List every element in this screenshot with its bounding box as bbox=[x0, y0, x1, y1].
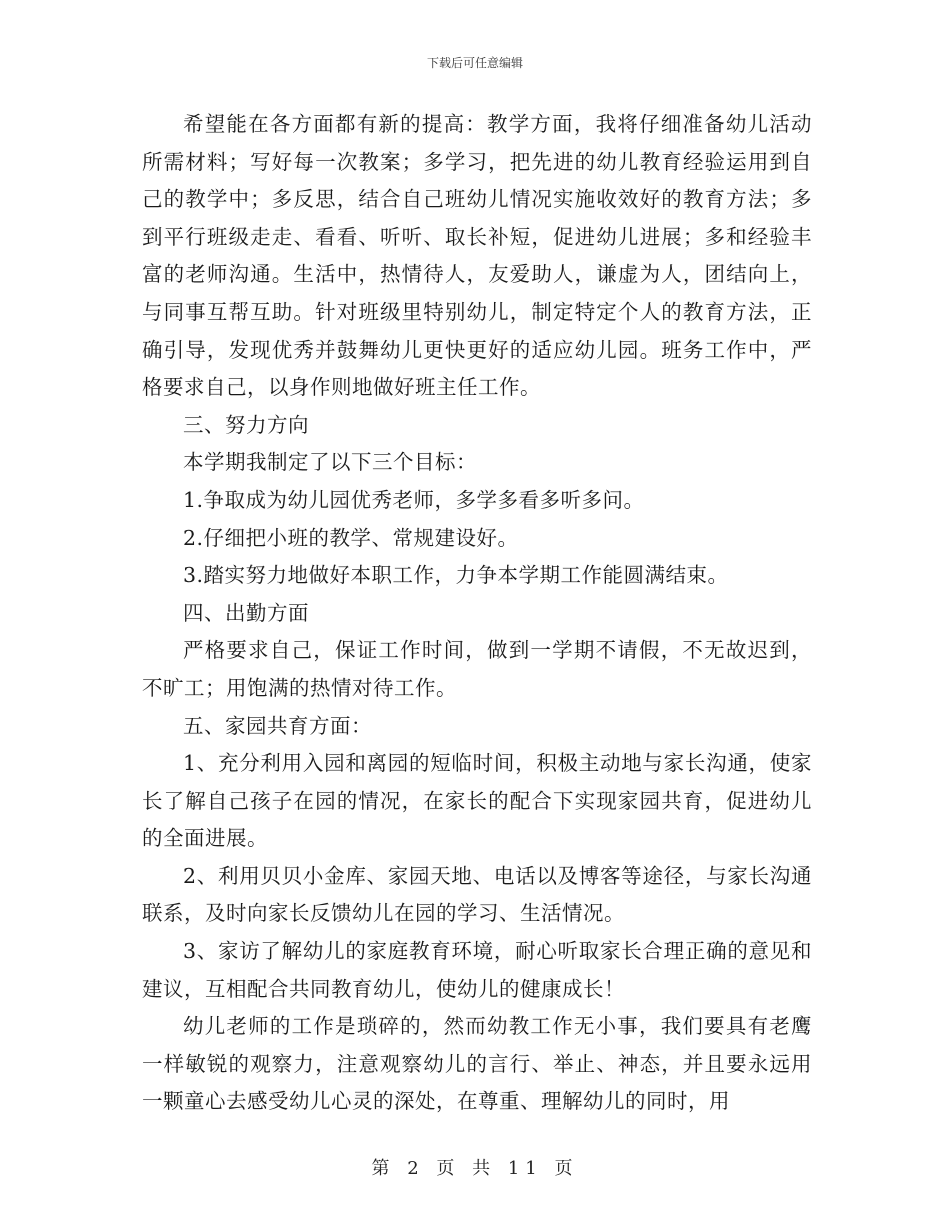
section-heading: 五、家园共育方面： bbox=[183, 713, 372, 738]
paragraph: 希望能在各方面都有新的提高：教学方面，我将仔细准备幼儿活动所需材料；写好每一次教案；多学习，把先进的幼儿教育经验运用到自己的教学中；多反思，结合自己班幼儿情况实施收效好的教育方法；多到平行班级走走、看看、听听、取长补短，促进幼儿进展；多和经验丰富的老师沟通。生活中，热情待人，友爱助人，谦虚为人，团结向上，与同事互帮互助。针对班级里特别幼儿，制定特定个人的教育方法，正确引导，发现优秀并鼓舞幼儿更快更好的适应幼儿园。班务工作中，严格要求自己，以身作则地做好班主任工作。 bbox=[142, 112, 812, 400]
list-item: 3.踏实努力地做好本职工作，力争本学期工作能圆满结束。 bbox=[183, 563, 729, 588]
list-item: 1.争取成为幼儿园优秀老师，多学多看多听多问。 bbox=[183, 487, 645, 512]
page-number: 第 2 页 共 11 页 bbox=[371, 1158, 579, 1179]
section-heading: 四、出勤方面 bbox=[183, 600, 309, 625]
header-note: 下载后可任意编辑 bbox=[426, 56, 523, 70]
paragraph: 本学期我制定了以下三个目标： bbox=[183, 450, 477, 475]
paragraph: 严格要求自己，保证工作时间，做到一学期不请假，不无故迟到，不旷工；用饱满的热情对待工作。 bbox=[142, 638, 812, 700]
list-item: 3、家访了解幼儿的家庭教育环境，耐心听取家长合理正确的意见和建议，互相配合共同教育幼儿，使幼儿的健康成长！ bbox=[142, 939, 812, 1001]
list-item: 1、充分利用入园和离园的短临时间，积极主动地与家长沟通，使家长了解自己孩子在园的情况，在家长的配合下实现家园共育，促进幼儿的全面进展。 bbox=[142, 751, 812, 851]
section-heading: 三、努力方向 bbox=[183, 412, 309, 437]
paragraph: 幼儿老师的工作是琐碎的，然而幼教工作无小事，我们要具有老鹰一样敏锐的观察力，注意观察幼儿的言行、举止、神态，并且要永远用一颗童心去感受幼儿心灵的深处，在尊重、理解幼儿的同时，用 bbox=[142, 1014, 812, 1114]
document-body bbox=[142, 106, 812, 1121]
list-item: 2.仔细把小班的教学、常规建设好。 bbox=[183, 525, 519, 550]
list-item: 2、利用贝贝小金库、家园天地、电话以及博客等途径，与家长沟通联系，及时向家长反馈幼儿在园的学习、生活情况。 bbox=[142, 863, 812, 926]
